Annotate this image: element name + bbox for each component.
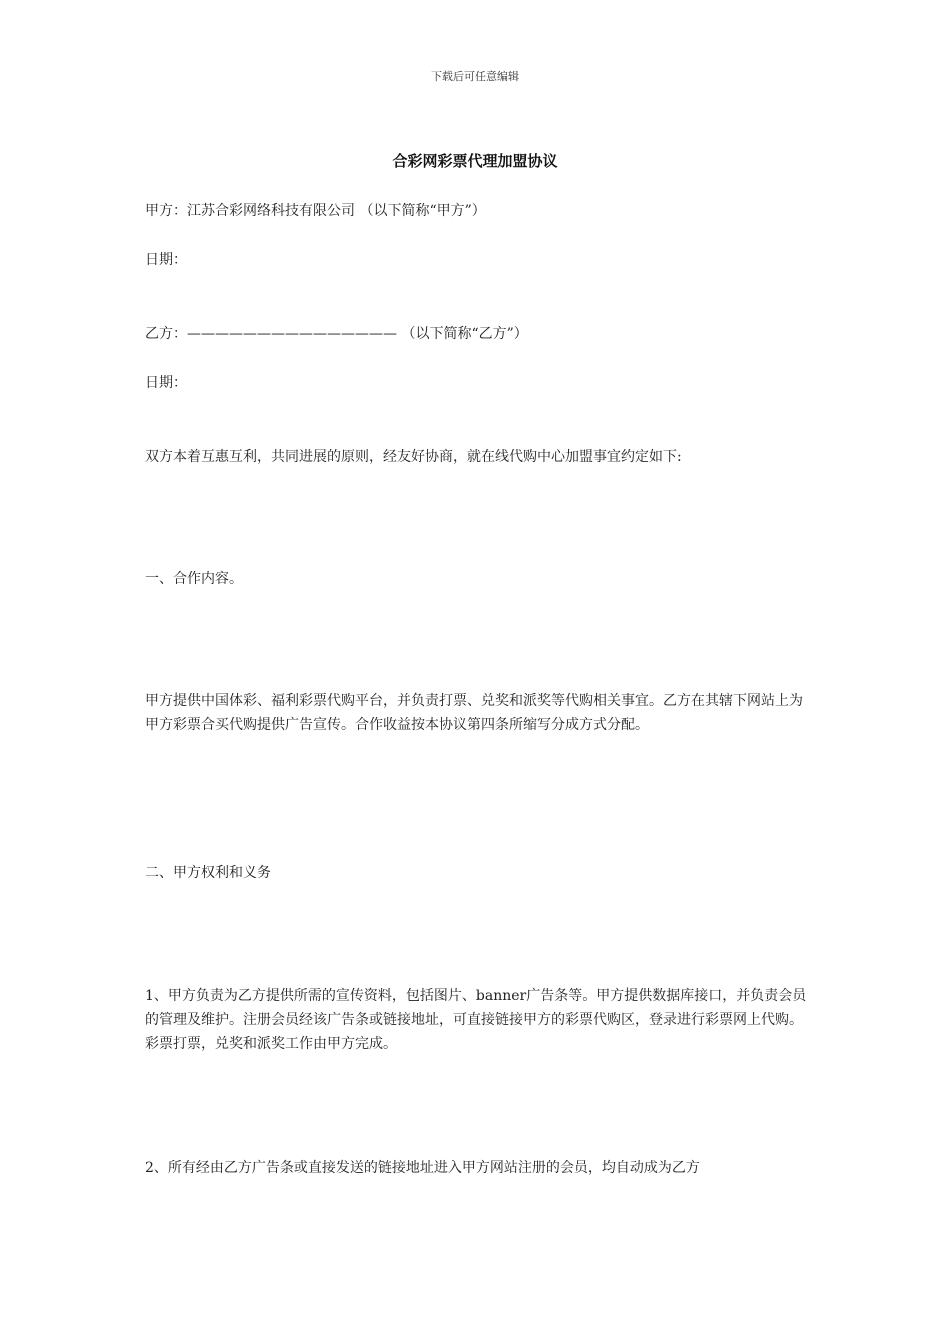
- document-title: 合彩网彩票代理加盟协议: [392, 152, 558, 170]
- party-b-date: 日期：: [145, 375, 187, 391]
- clause-1-paragraph: 1、甲方负责为乙方提供所需的宣传资料，包括图片、banner广告条等。甲方提供数据库接口，并负责会员的管理及维护。注册会员经该广告条或链接地址，可直接链接甲方的彩票代购区，登录进行彩票网上代购。彩票打票，兑奖和派奖工作由甲方完成。: [145, 988, 807, 1052]
- section-1-body: 甲方提供中国体彩、福利彩票代购平台，并负责打票、兑奖和派奖等代购相关事宜。乙方在其辖下网站上为甲方彩票合买代购提供广告宣传。合作收益按本协议第四条所缩写分成方式分配。: [145, 693, 803, 733]
- party-b-line: 乙方：——————————————— （以下简称“乙方”）: [145, 326, 528, 342]
- section-2-heading: 二、甲方权利和义务: [145, 865, 271, 881]
- section-1-heading: 一、合作内容。: [145, 571, 243, 587]
- intro-paragraph: 双方本着互惠互利，共同进展的原则，经友好协商，就在线代购中心加盟事宜约定如下:: [145, 449, 682, 465]
- header-note: 下载后可任意编辑: [431, 70, 519, 83]
- party-a-date: 日期：: [145, 252, 187, 268]
- party-a-line: 甲方：江苏合彩网络科技有限公司 （以下简称“甲方”）: [145, 203, 486, 219]
- clause-2-paragraph: 2、所有经由乙方广告条或直接发送的链接地址进入甲方网站注册的会员，均自动成为乙方: [145, 1160, 700, 1176]
